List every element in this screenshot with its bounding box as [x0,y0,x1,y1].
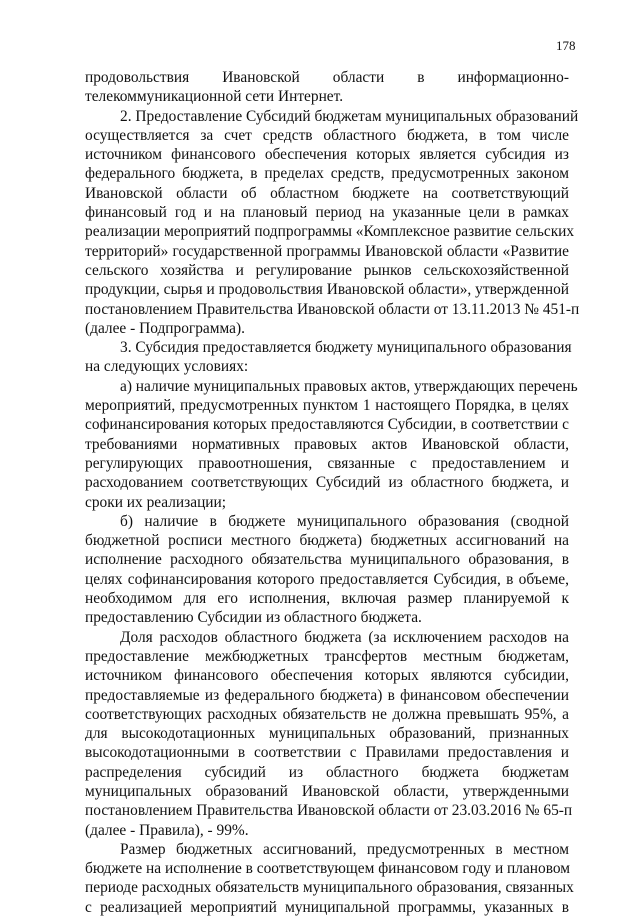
text-line: реализации мероприятий подпрограммы «Комплексное развитие сельских [85,223,575,241]
text-line: периоде расходных обязательств муниципального образования, связанных [85,879,574,897]
text-line: постановлением Правительства Ивановской области от 23.03.2016 № 65-п [85,802,573,820]
text-line: исполнение расходного обязательства муниципального образования, в [85,551,569,569]
text-line: сельского хозяйства и регулирование рынков сельскохозяйственной [85,261,569,279]
text-line: Размер бюджетных ассигнований, предусмотренных в местном [120,840,569,858]
text-line: софинансирования которых предоставляются Субсидии, в соответствии с [85,416,569,434]
text-line: Ивановской области об областном бюджете на соответствующий [85,184,569,202]
text-line: 2. Предоставление Субсидий бюджетам муниципальных образований [120,107,579,125]
text-line: регулирующих правоотношения, связанные с предоставлением и [85,454,569,472]
text-line: на следующих условиях: [85,358,249,376]
text-line: требованиями нормативных правовых актов Ивановской области, [85,435,569,453]
document-body [85,68,580,917]
text-line: с реализацией мероприятий муниципальной программы, указанных в [85,898,569,916]
text-line: федерального бюджета, в пределах средств, предусмотренных законом [85,165,569,183]
text-line: бюджетной росписи местного бюджета) бюджетных ассигнований на [85,532,569,550]
text-line: Доля расходов областного бюджета (за исключением расходов на [120,628,569,646]
text-line: продовольствия Ивановской области в информационно- [85,69,569,86]
text-line: предоставлению Субсидии из областного бюджета. [85,609,422,627]
text-line: мероприятий, предусмотренных пунктом 1 настоящего Порядка, в целях [85,397,569,415]
text-line: бюджете на исполнение в соответствующем финансовом году и плановом [85,860,571,878]
text-line: сроки их реализации; [85,493,227,511]
text-line: осуществляется за счет средств областного бюджета, в том числе [85,126,569,144]
text-line: (далее - Подпрограмма). [85,319,245,337]
text-line: необходимом для его исполнения, включая размер планируемой к [85,590,569,608]
text-line: продукции, сырья и продовольствия Ивановской области», утвержденной [85,281,569,299]
text-line: источником финансового обеспечения которых являются субсидии, [85,667,569,685]
text-line: предоставляемые из федерального бюджета) в финансовом обеспечении [85,686,569,704]
text-line: муниципальных образований Ивановской области, утвержденными [85,782,569,800]
text-line: соответствующих расходных обязательств не должна превышать 95%, а [85,705,569,723]
text-line: (далее - Правила), - 99%. [85,821,249,839]
text-line: б) наличие в бюджете муниципального образования (сводной [120,512,569,530]
text-line: источником финансового обеспечения которых является субсидия из [85,146,569,164]
text-line: постановлением Правительства Ивановской области от 13.11.2013 № 451-п [85,300,580,318]
text-line: высокодотационными в соответствии с Правилами предоставления и [85,744,569,762]
text-line: для высокодотационных муниципальных образований, признанных [85,725,569,743]
text-line: территорий» государственной программы Ивановской области «Развитие [85,242,569,260]
text-line: предоставление межбюджетных трансфертов местным бюджетам, [85,647,569,665]
text-line: целях софинансирования которого предоставляется Субсидия, в объеме, [85,570,569,588]
text-line: распределения субсидий из областного бюджета бюджетам [85,763,569,781]
text-line: 3. Субсидия предоставляется бюджету муниципального образования [120,339,572,357]
text-line: телекоммуникационной сети Интернет. [85,88,344,106]
page-number: 178 [556,38,576,53]
text-line: финансовый год и на плановый период на указанные цели в рамках [85,204,569,222]
text-line: расходованием соответствующих Субсидий из областного бюджета, и [85,474,569,492]
text-line: а) наличие муниципальных правовых актов, утверждающих перечень [120,377,578,395]
